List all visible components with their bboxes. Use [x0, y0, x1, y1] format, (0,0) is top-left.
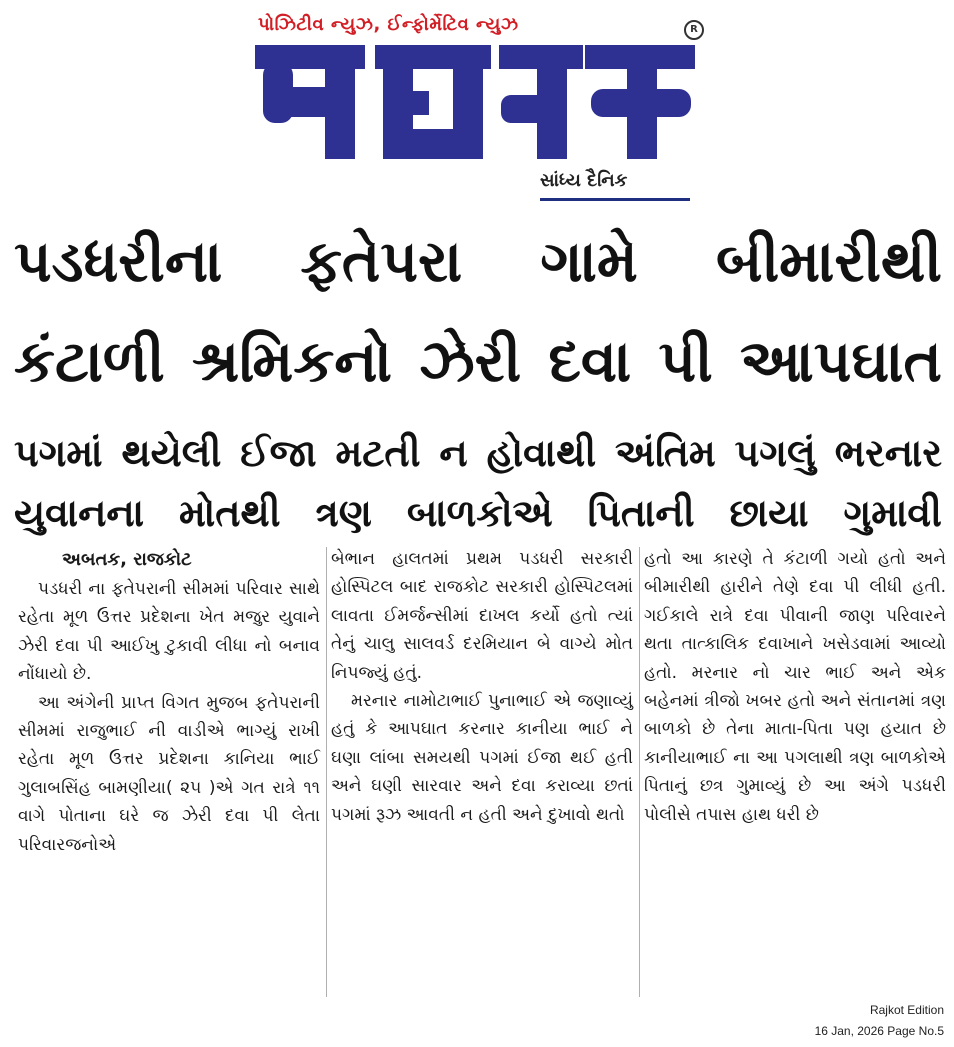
subheadline-word: છાયા	[729, 490, 809, 535]
subheadline-word: મોતથી	[178, 490, 281, 535]
headline-word: શ્રમિકનો	[192, 326, 392, 395]
article-paragraph: હતો આ કારણે તે કંટાળી ગયો હતો અને બીમારીથી હારીને તેણે દવા પી લીધી હતી. ગઈકાલે રાત્રે દવા પીવાની જાણ પરિવારને થતા તાત્કાલિક દવાખાને ખસેડવામાં આવ્યો હતો. મરનાર નો ચાર ભાઈ અને એક બહેનમાં ત્રીજો ખબર હતો અને સંતાનમાં ત્રણ બાળકો છે તેના માતા-પિતા પણ હયાત છે કાનીયાભાઈ ના આ પગલાથી ત્રણ બાળકોએ પિતાનું છત્ર ગુમાવ્યું છે આ અંગે પડધરી પોલીસે તપાસ હાથ ધરી છે	[644, 549, 946, 825]
subheadline-word: મટતી	[335, 430, 421, 475]
logo-wordmark-icon	[255, 45, 695, 163]
article-paragraph: પડધરી ના ફતેપરાની સીમમાં પરિવાર સાથે રહેતા મૂળ ઉત્તર પ્રદેશના ખેત મજુર યુવાને ઝેરી દવા પી આઈખુ ટુકાવી લીધા નો બનાવ નોંધાયો છે.	[18, 579, 320, 685]
edition-underline	[540, 198, 690, 201]
headline-line-2	[14, 322, 942, 400]
masthead-tagline: પોઝિટીવ ન્યુઝ, ઈન્ફોર્મેટિવ ન્યુઝ	[258, 14, 519, 35]
subheadline-word: થયેલી	[121, 430, 222, 475]
article-column-1	[18, 545, 320, 859]
subheadline-word: યુવાનના	[14, 490, 145, 535]
column-divider	[639, 547, 640, 997]
article-body	[8, 545, 946, 1005]
headline-line-1	[14, 222, 942, 300]
subheadline-word: ઈજા	[240, 430, 317, 475]
subheadline-line-2	[14, 485, 942, 541]
article-column-2	[331, 545, 633, 829]
article-paragraph: આ અંગેની પ્રાપ્ત વિગત મુજબ ફતેપરાની સીમમાં રાજુભાઈ ની વાડીએ ભાગ્યું રાખી રહેતા મૂળ ઉત્તર પ્રદેશના કાનિયા ભાઈ ગુલાબસિંહ બામણીયા( ૨૫ )એ ગત રાત્રે ૧૧ વાગે પોતાના ઘરે જ ઝેરી દવા પી લેતા પરિવારજનોએ	[18, 692, 320, 855]
headline-word: પી	[658, 326, 713, 395]
headline-word: ફતેપરા	[300, 226, 463, 295]
headline-word: કંટાળી	[14, 326, 165, 395]
headline-word: પડધરીના	[14, 226, 223, 295]
subheadline-word: પિતાની	[587, 490, 695, 535]
subheadline-word: ન	[439, 430, 468, 475]
article-byline: અબતક, રાજકોટ	[62, 549, 192, 570]
edition-type-label: સાંધ્ય દૈનિક	[540, 170, 628, 191]
subheadline-word: ભરનાર	[834, 430, 942, 475]
subheadline-word: ગુમાવી	[843, 490, 942, 535]
subheadline-word: બાળકોએ	[406, 490, 553, 535]
headline-word: ગામે	[540, 226, 638, 295]
subheadline-line-1	[14, 425, 942, 481]
headline-word: ઝેરી	[419, 326, 522, 395]
newspaper-logo	[255, 45, 695, 167]
column-divider	[326, 547, 327, 997]
subheadline-word: પગલું	[734, 430, 816, 475]
registered-mark-icon: R	[684, 20, 704, 40]
headline-word: આપઘાત	[739, 326, 942, 395]
subheadline-word: પગમાં	[14, 430, 103, 475]
footer-date-page: 16 Jan, 2026 Page No.5	[814, 1024, 944, 1038]
masthead	[0, 0, 954, 210]
headline-word: બીમારીથી	[716, 226, 942, 295]
subheadline-word: અંતિમ	[615, 430, 716, 475]
subheadline-word: ત્રણ	[315, 490, 372, 535]
subheadline-word: હોવાથી	[486, 430, 597, 475]
headline-word: દવા	[548, 326, 632, 395]
article-paragraph: મરનાર નામોટાભાઈ પુનાભાઈ એ જણાવ્યું હતું કે આપઘાત કરનાર કાનીયા ભાઈ ને ઘણા લાંબા સમયથી પગમાં ઈજા થઈ હતી અને ઘણી સારવાર અને દવા કરાવ્યા છતાં પગમાં રૂઝ આવતી ન હતી અને દુખાવો થતો	[331, 691, 633, 825]
footer-edition: Rajkot Edition	[869, 1003, 944, 1017]
article-paragraph: બેભાન હાલતમાં પ્રથમ પડધરી સરકારી હોસ્પિટલ બાદ રાજકોટ સરકારી હોસ્પિટલમાં લાવતા ઈમર્જન્સીમાં દાખલ કર્યો હતો ત્યાં તેનું ચાલુ સાલવર્ડ દરમિયાન બે વાગ્યે મોત નિપજ્યું હતું.	[331, 549, 633, 683]
article-column-3	[644, 545, 946, 829]
